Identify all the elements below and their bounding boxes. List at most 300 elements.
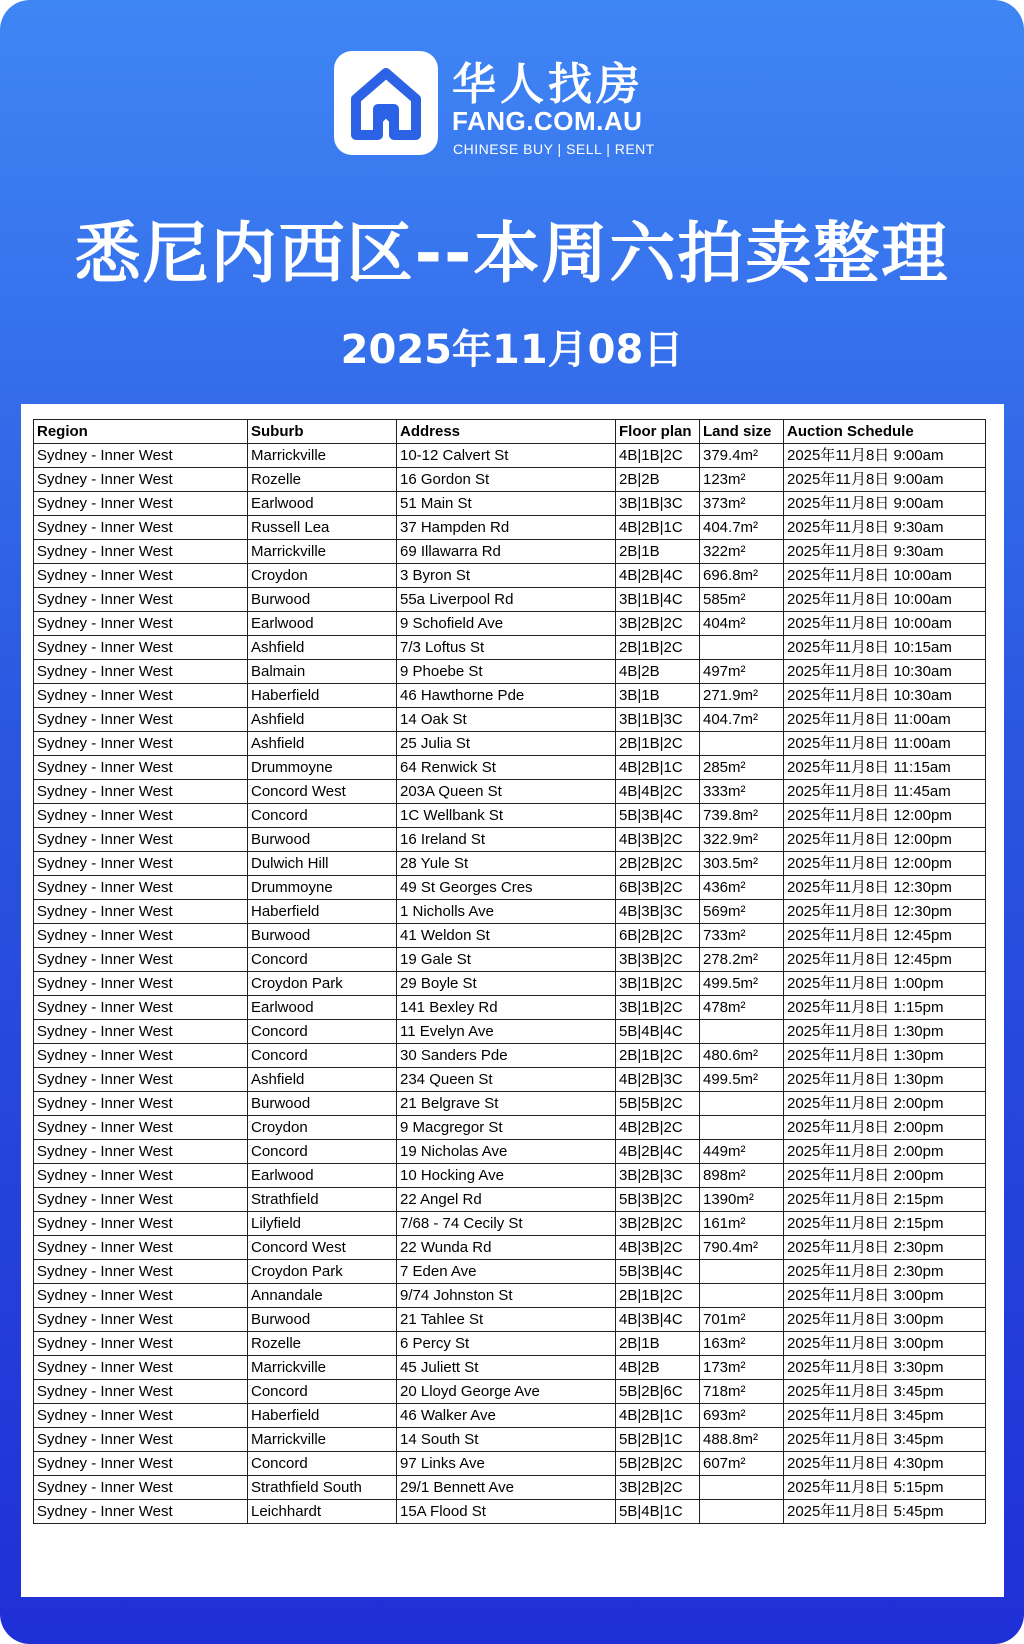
header-suburb: Suburb — [248, 420, 397, 444]
cell-auction-schedule: 2025年11月8日 1:15pm — [784, 996, 986, 1020]
cell-region: Sydney - Inner West — [34, 1212, 248, 1236]
cell-region: Sydney - Inner West — [34, 924, 248, 948]
cell-region: Sydney - Inner West — [34, 1116, 248, 1140]
cell-suburb: Croydon Park — [248, 1260, 397, 1284]
cell-auction-schedule: 2025年11月8日 2:00pm — [784, 1116, 986, 1140]
cell-floor-plan: 4B|3B|2C — [616, 828, 700, 852]
cell-auction-schedule: 2025年11月8日 1:00pm — [784, 972, 986, 996]
cell-suburb: Marrickville — [248, 444, 397, 468]
cell-auction-schedule: 2025年11月8日 2:00pm — [784, 1164, 986, 1188]
cell-auction-schedule: 2025年11月8日 12:00pm — [784, 852, 986, 876]
table-row — [34, 708, 986, 732]
table-row — [34, 1140, 986, 1164]
cell-address: 9 Schofield Ave — [397, 612, 616, 636]
cell-address: 9 Macgregor St — [397, 1116, 616, 1140]
page-title: 悉尼内西区--本周六拍卖整理 — [74, 215, 950, 292]
cell-floor-plan: 3B|2B|2C — [616, 612, 700, 636]
cell-land-size — [700, 1260, 784, 1284]
cell-land-size: 499.5m² — [700, 972, 784, 996]
cell-region: Sydney - Inner West — [34, 1068, 248, 1092]
cell-region: Sydney - Inner West — [34, 828, 248, 852]
cell-address: 9/74 Johnston St — [397, 1284, 616, 1308]
cell-suburb: Burwood — [248, 1092, 397, 1116]
cell-auction-schedule: 2025年11月8日 2:15pm — [784, 1212, 986, 1236]
cell-auction-schedule: 2025年11月8日 12:00pm — [784, 828, 986, 852]
cell-land-size: 333m² — [700, 780, 784, 804]
cell-auction-schedule: 2025年11月8日 2:15pm — [784, 1188, 986, 1212]
cell-address: 1C Wellbank St — [397, 804, 616, 828]
table-row — [34, 516, 986, 540]
cell-suburb: Drummoyne — [248, 756, 397, 780]
cell-suburb: Concord — [248, 1452, 397, 1476]
cell-land-size — [700, 732, 784, 756]
cell-auction-schedule: 2025年11月8日 2:00pm — [784, 1092, 986, 1116]
cell-address: 20 Lloyd George Ave — [397, 1380, 616, 1404]
cell-auction-schedule: 2025年11月8日 10:00am — [784, 564, 986, 588]
cell-region: Sydney - Inner West — [34, 1332, 248, 1356]
cell-land-size — [700, 1020, 784, 1044]
cell-suburb: Burwood — [248, 828, 397, 852]
cell-floor-plan: 4B|3B|4C — [616, 1308, 700, 1332]
cell-land-size: 278.2m² — [700, 948, 784, 972]
cell-land-size — [700, 1500, 784, 1524]
table-row — [34, 780, 986, 804]
cell-address: 19 Nicholas Ave — [397, 1140, 616, 1164]
cell-floor-plan: 5B|3B|2C — [616, 1188, 700, 1212]
cell-address: 10-12 Calvert St — [397, 444, 616, 468]
cell-suburb: Concord — [248, 804, 397, 828]
cell-floor-plan: 4B|1B|2C — [616, 444, 700, 468]
cell-land-size — [700, 1116, 784, 1140]
cell-floor-plan: 2B|2B|2C — [616, 852, 700, 876]
table-row — [34, 612, 986, 636]
cell-land-size: 373m² — [700, 492, 784, 516]
cell-suburb: Concord — [248, 1044, 397, 1068]
cell-land-size: 379.4m² — [700, 444, 784, 468]
cell-floor-plan: 4B|4B|2C — [616, 780, 700, 804]
cell-suburb: Annandale — [248, 1284, 397, 1308]
cell-land-size: 1390m² — [700, 1188, 784, 1212]
cell-land-size: 404m² — [700, 612, 784, 636]
cell-floor-plan: 5B|2B|6C — [616, 1380, 700, 1404]
cell-floor-plan: 4B|3B|2C — [616, 1236, 700, 1260]
header-address: Address — [397, 420, 616, 444]
cell-floor-plan: 6B|3B|2C — [616, 876, 700, 900]
cell-region: Sydney - Inner West — [34, 708, 248, 732]
cell-address: 21 Tahlee St — [397, 1308, 616, 1332]
cell-land-size: 404.7m² — [700, 708, 784, 732]
cell-floor-plan: 5B|4B|4C — [616, 1020, 700, 1044]
table-header-row — [34, 420, 986, 444]
cell-address: 11 Evelyn Ave — [397, 1020, 616, 1044]
cell-suburb: Haberfield — [248, 684, 397, 708]
cell-land-size: 569m² — [700, 900, 784, 924]
brand-tagline: CHINESE BUY | SELL | RENT — [453, 141, 655, 157]
cell-suburb: Burwood — [248, 588, 397, 612]
cell-floor-plan: 4B|2B|1C — [616, 1404, 700, 1428]
cell-floor-plan: 5B|5B|2C — [616, 1092, 700, 1116]
table-row — [34, 660, 986, 684]
table-row — [34, 732, 986, 756]
cell-floor-plan: 4B|2B — [616, 1356, 700, 1380]
cell-region: Sydney - Inner West — [34, 1236, 248, 1260]
cell-land-size: 585m² — [700, 588, 784, 612]
cell-suburb: Concord West — [248, 1236, 397, 1260]
cell-address: 19 Gale St — [397, 948, 616, 972]
cell-land-size: 404.7m² — [700, 516, 784, 540]
header-auction-schedule: Auction Schedule — [784, 420, 986, 444]
cell-address: 141 Bexley Rd — [397, 996, 616, 1020]
cell-suburb: Croydon — [248, 1116, 397, 1140]
cell-suburb: Concord — [248, 1020, 397, 1044]
cell-floor-plan: 4B|2B — [616, 660, 700, 684]
cell-auction-schedule: 2025年11月8日 10:15am — [784, 636, 986, 660]
cell-region: Sydney - Inner West — [34, 804, 248, 828]
cell-land-size: 322.9m² — [700, 828, 784, 852]
cell-floor-plan: 4B|2B|1C — [616, 756, 700, 780]
cell-region: Sydney - Inner West — [34, 1428, 248, 1452]
cell-region: Sydney - Inner West — [34, 1188, 248, 1212]
cell-land-size: 488.8m² — [700, 1428, 784, 1452]
cell-auction-schedule: 2025年11月8日 10:00am — [784, 612, 986, 636]
cell-land-size: 733m² — [700, 924, 784, 948]
cell-suburb: Rozelle — [248, 468, 397, 492]
cell-auction-schedule: 2025年11月8日 11:00am — [784, 708, 986, 732]
cell-floor-plan: 3B|2B|3C — [616, 1164, 700, 1188]
cell-address: 3 Byron St — [397, 564, 616, 588]
cell-address: 64 Renwick St — [397, 756, 616, 780]
table-row — [34, 1164, 986, 1188]
cell-land-size — [700, 1476, 784, 1500]
cell-region: Sydney - Inner West — [34, 1356, 248, 1380]
cell-floor-plan: 4B|3B|3C — [616, 900, 700, 924]
cell-floor-plan: 4B|2B|1C — [616, 516, 700, 540]
cell-floor-plan: 4B|2B|4C — [616, 564, 700, 588]
cell-address: 22 Wunda Rd — [397, 1236, 616, 1260]
table-row — [34, 492, 986, 516]
cell-auction-schedule: 2025年11月8日 3:00pm — [784, 1332, 986, 1356]
cell-auction-schedule: 2025年11月8日 10:00am — [784, 588, 986, 612]
table-row — [34, 684, 986, 708]
cell-land-size: 271.9m² — [700, 684, 784, 708]
cell-land-size: 499.5m² — [700, 1068, 784, 1092]
cell-suburb: Rozelle — [248, 1332, 397, 1356]
cell-address: 22 Angel Rd — [397, 1188, 616, 1212]
cell-auction-schedule: 2025年11月8日 1:30pm — [784, 1020, 986, 1044]
cell-floor-plan: 3B|1B|3C — [616, 708, 700, 732]
cell-suburb: Ashfield — [248, 708, 397, 732]
cell-region: Sydney - Inner West — [34, 1380, 248, 1404]
cell-region: Sydney - Inner West — [34, 636, 248, 660]
cell-land-size: 607m² — [700, 1452, 784, 1476]
cell-address: 29/1 Bennett Ave — [397, 1476, 616, 1500]
cell-auction-schedule: 2025年11月8日 3:45pm — [784, 1428, 986, 1452]
cell-address: 7 Eden Ave — [397, 1260, 616, 1284]
cell-region: Sydney - Inner West — [34, 876, 248, 900]
cell-address: 14 Oak St — [397, 708, 616, 732]
table-row — [34, 1404, 986, 1428]
cell-land-size: 480.6m² — [700, 1044, 784, 1068]
cell-suburb: Concord West — [248, 780, 397, 804]
cell-address: 55a Liverpool Rd — [397, 588, 616, 612]
cell-region: Sydney - Inner West — [34, 1308, 248, 1332]
cell-region: Sydney - Inner West — [34, 516, 248, 540]
cell-land-size: 693m² — [700, 1404, 784, 1428]
cell-auction-schedule: 2025年11月8日 2:30pm — [784, 1236, 986, 1260]
cell-address: 28 Yule St — [397, 852, 616, 876]
cell-land-size: 701m² — [700, 1308, 784, 1332]
cell-floor-plan: 3B|1B|3C — [616, 492, 700, 516]
cell-suburb: Balmain — [248, 660, 397, 684]
cell-floor-plan: 5B|2B|2C — [616, 1452, 700, 1476]
cell-land-size: 322m² — [700, 540, 784, 564]
cell-auction-schedule: 2025年11月8日 11:15am — [784, 756, 986, 780]
cell-auction-schedule: 2025年11月8日 2:30pm — [784, 1260, 986, 1284]
cell-address: 14 South St — [397, 1428, 616, 1452]
cell-land-size: 790.4m² — [700, 1236, 784, 1260]
cell-land-size: 285m² — [700, 756, 784, 780]
cell-auction-schedule: 2025年11月8日 12:00pm — [784, 804, 986, 828]
cell-auction-schedule: 2025年11月8日 12:30pm — [784, 900, 986, 924]
auction-table — [33, 419, 986, 1524]
cell-region: Sydney - Inner West — [34, 1476, 248, 1500]
cell-floor-plan: 4B|2B|2C — [616, 1116, 700, 1140]
cell-address: 1 Nicholls Ave — [397, 900, 616, 924]
table-row — [34, 1452, 986, 1476]
cell-auction-schedule: 2025年11月8日 12:45pm — [784, 948, 986, 972]
cell-address: 46 Walker Ave — [397, 1404, 616, 1428]
cell-auction-schedule: 2025年11月8日 5:15pm — [784, 1476, 986, 1500]
cell-suburb: Ashfield — [248, 1068, 397, 1092]
cell-land-size: 436m² — [700, 876, 784, 900]
header-region: Region — [34, 420, 248, 444]
cell-floor-plan: 2B|1B|2C — [616, 1284, 700, 1308]
cell-region: Sydney - Inner West — [34, 1092, 248, 1116]
cell-suburb: Russell Lea — [248, 516, 397, 540]
table-row — [34, 828, 986, 852]
cell-auction-schedule: 2025年11月8日 3:45pm — [784, 1380, 986, 1404]
cell-address: 41 Weldon St — [397, 924, 616, 948]
cell-region: Sydney - Inner West — [34, 540, 248, 564]
cell-floor-plan: 2B|1B — [616, 1332, 700, 1356]
table-row — [34, 1500, 986, 1524]
cell-suburb: Concord — [248, 1140, 397, 1164]
cell-land-size: 898m² — [700, 1164, 784, 1188]
table-row — [34, 588, 986, 612]
cell-floor-plan: 2B|1B — [616, 540, 700, 564]
cell-suburb: Burwood — [248, 924, 397, 948]
cell-address: 97 Links Ave — [397, 1452, 616, 1476]
cell-land-size: 173m² — [700, 1356, 784, 1380]
cell-suburb: Earlwood — [248, 1164, 397, 1188]
table-row — [34, 996, 986, 1020]
cell-address: 25 Julia St — [397, 732, 616, 756]
cell-floor-plan: 4B|2B|4C — [616, 1140, 700, 1164]
brand-name-en: FANG.COM.AU — [452, 106, 643, 136]
cell-region: Sydney - Inner West — [34, 756, 248, 780]
cell-floor-plan: 3B|1B|4C — [616, 588, 700, 612]
cell-region: Sydney - Inner West — [34, 732, 248, 756]
cell-floor-plan: 2B|1B|2C — [616, 1044, 700, 1068]
cell-floor-plan: 5B|3B|4C — [616, 1260, 700, 1284]
cell-address: 6 Percy St — [397, 1332, 616, 1356]
cell-land-size: 478m² — [700, 996, 784, 1020]
cell-floor-plan: 6B|2B|2C — [616, 924, 700, 948]
cell-address: 21 Belgrave St — [397, 1092, 616, 1116]
cell-suburb: Croydon — [248, 564, 397, 588]
cell-auction-schedule: 2025年11月8日 9:00am — [784, 468, 986, 492]
cell-floor-plan: 4B|2B|3C — [616, 1068, 700, 1092]
cell-region: Sydney - Inner West — [34, 588, 248, 612]
cell-auction-schedule: 2025年11月8日 2:00pm — [784, 1140, 986, 1164]
cell-address: 30 Sanders Pde — [397, 1044, 616, 1068]
cell-auction-schedule: 2025年11月8日 10:30am — [784, 684, 986, 708]
cell-auction-schedule: 2025年11月8日 9:30am — [784, 516, 986, 540]
cell-region: Sydney - Inner West — [34, 972, 248, 996]
cell-auction-schedule: 2025年11月8日 3:00pm — [784, 1284, 986, 1308]
cell-auction-schedule: 2025年11月8日 9:00am — [784, 492, 986, 516]
cell-land-size: 123m² — [700, 468, 784, 492]
table-row — [34, 1308, 986, 1332]
cell-region: Sydney - Inner West — [34, 1452, 248, 1476]
cell-auction-schedule: 2025年11月8日 1:30pm — [784, 1068, 986, 1092]
table-row — [34, 444, 986, 468]
cell-address: 15A Flood St — [397, 1500, 616, 1524]
table-row — [34, 804, 986, 828]
cell-suburb: Earlwood — [248, 612, 397, 636]
cell-region: Sydney - Inner West — [34, 1260, 248, 1284]
cell-auction-schedule: 2025年11月8日 9:30am — [784, 540, 986, 564]
cell-address: 203A Queen St — [397, 780, 616, 804]
cell-auction-schedule: 2025年11月8日 5:45pm — [784, 1500, 986, 1524]
cell-region: Sydney - Inner West — [34, 492, 248, 516]
table-row — [34, 1428, 986, 1452]
cell-address: 234 Queen St — [397, 1068, 616, 1092]
cell-suburb: Marrickville — [248, 1356, 397, 1380]
cell-land-size — [700, 1284, 784, 1308]
cell-address: 29 Boyle St — [397, 972, 616, 996]
cell-region: Sydney - Inner West — [34, 1404, 248, 1428]
cell-auction-schedule: 2025年11月8日 11:00am — [784, 732, 986, 756]
table-row — [34, 468, 986, 492]
cell-land-size: 449m² — [700, 1140, 784, 1164]
cell-region: Sydney - Inner West — [34, 852, 248, 876]
table-row — [34, 636, 986, 660]
cell-address: 9 Phoebe St — [397, 660, 616, 684]
cell-land-size: 718m² — [700, 1380, 784, 1404]
cell-land-size: 163m² — [700, 1332, 784, 1356]
cell-land-size: 696.8m² — [700, 564, 784, 588]
cell-region: Sydney - Inner West — [34, 996, 248, 1020]
cell-floor-plan: 3B|1B — [616, 684, 700, 708]
cell-region: Sydney - Inner West — [34, 1284, 248, 1308]
table-row — [34, 1236, 986, 1260]
cell-auction-schedule: 2025年11月8日 3:00pm — [784, 1308, 986, 1332]
cell-address: 16 Gordon St — [397, 468, 616, 492]
cell-region: Sydney - Inner West — [34, 468, 248, 492]
table-body — [34, 444, 986, 1524]
cell-region: Sydney - Inner West — [34, 660, 248, 684]
cell-floor-plan: 2B|1B|2C — [616, 636, 700, 660]
cell-suburb: Leichhardt — [248, 1500, 397, 1524]
table-row — [34, 1212, 986, 1236]
table-row — [34, 972, 986, 996]
cell-land-size: 739.8m² — [700, 804, 784, 828]
cell-auction-schedule: 2025年11月8日 12:30pm — [784, 876, 986, 900]
table-row — [34, 564, 986, 588]
table-row — [34, 1092, 986, 1116]
cell-region: Sydney - Inner West — [34, 1044, 248, 1068]
cell-auction-schedule: 2025年11月8日 12:45pm — [784, 924, 986, 948]
cell-address: 49 St Georges Cres — [397, 876, 616, 900]
cell-auction-schedule: 2025年11月8日 11:45am — [784, 780, 986, 804]
cell-region: Sydney - Inner West — [34, 612, 248, 636]
cell-floor-plan: 2B|1B|2C — [616, 732, 700, 756]
auction-sheet — [21, 404, 1004, 1597]
table-row — [34, 1044, 986, 1068]
cell-land-size — [700, 636, 784, 660]
cell-address: 7/68 - 74 Cecily St — [397, 1212, 616, 1236]
table-row — [34, 900, 986, 924]
cell-suburb: Ashfield — [248, 732, 397, 756]
cell-auction-schedule: 2025年11月8日 10:30am — [784, 660, 986, 684]
table-row — [34, 1260, 986, 1284]
cell-suburb: Burwood — [248, 1308, 397, 1332]
cell-suburb: Earlwood — [248, 996, 397, 1020]
cell-auction-schedule: 2025年11月8日 4:30pm — [784, 1452, 986, 1476]
cell-region: Sydney - Inner West — [34, 1164, 248, 1188]
brand-name-cn: 华人找房 — [452, 59, 644, 110]
table-row — [34, 924, 986, 948]
cell-suburb: Haberfield — [248, 900, 397, 924]
cell-address: 16 Ireland St — [397, 828, 616, 852]
cell-suburb: Strathfield — [248, 1188, 397, 1212]
cell-floor-plan: 3B|1B|2C — [616, 972, 700, 996]
cell-suburb: Croydon Park — [248, 972, 397, 996]
table-row — [34, 1068, 986, 1092]
cell-suburb: Lilyfield — [248, 1212, 397, 1236]
table-row — [34, 1284, 986, 1308]
cell-auction-schedule: 2025年11月8日 3:45pm — [784, 1404, 986, 1428]
cell-address: 10 Hocking Ave — [397, 1164, 616, 1188]
cell-region: Sydney - Inner West — [34, 900, 248, 924]
cell-region: Sydney - Inner West — [34, 1500, 248, 1524]
cell-land-size: 303.5m² — [700, 852, 784, 876]
cell-region: Sydney - Inner West — [34, 1140, 248, 1164]
cell-auction-schedule: 2025年11月8日 3:30pm — [784, 1356, 986, 1380]
table-row — [34, 540, 986, 564]
cell-suburb: Concord — [248, 948, 397, 972]
cell-floor-plan: 3B|1B|2C — [616, 996, 700, 1020]
table-row — [34, 1332, 986, 1356]
table-row — [34, 1188, 986, 1212]
cell-region: Sydney - Inner West — [34, 444, 248, 468]
cell-floor-plan: 2B|2B — [616, 468, 700, 492]
table-row — [34, 876, 986, 900]
cell-suburb: Earlwood — [248, 492, 397, 516]
cell-address: 51 Main St — [397, 492, 616, 516]
cell-suburb: Marrickville — [248, 540, 397, 564]
cell-land-size: 497m² — [700, 660, 784, 684]
table-row — [34, 1476, 986, 1500]
cell-floor-plan: 5B|4B|1C — [616, 1500, 700, 1524]
cell-suburb: Drummoyne — [248, 876, 397, 900]
cell-suburb: Dulwich Hill — [248, 852, 397, 876]
cell-floor-plan: 5B|3B|4C — [616, 804, 700, 828]
cell-region: Sydney - Inner West — [34, 1020, 248, 1044]
cell-floor-plan: 3B|2B|2C — [616, 1212, 700, 1236]
cell-address: 7/3 Loftus St — [397, 636, 616, 660]
